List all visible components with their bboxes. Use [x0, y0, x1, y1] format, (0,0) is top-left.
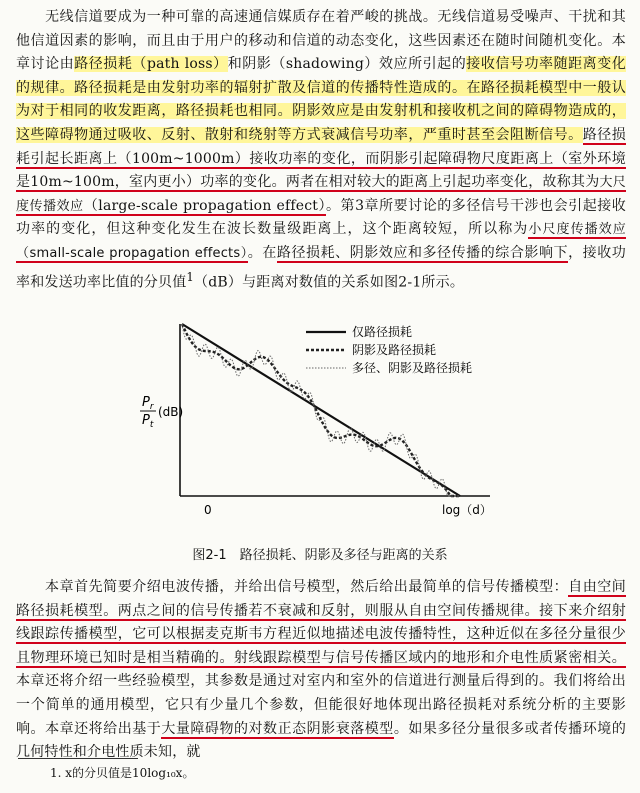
- legend-label-1: 仅路径损耗: [352, 325, 413, 339]
- hl-path-loss: 路径损耗（path loss）: [74, 56, 228, 73]
- hl-shadowing: 接收信号功率随距离变化的规律。路径损耗是由发射功率的辐射扩散及信道的传播特性造成的。在路径损耗模型中一般认为对于相同的收发距离，路径损耗也相同。阴影效应是由发射机和接收机之间的障碍物造成的，这些障碍物通过吸收、反射、散射和绕射等方式衰减信号功率，严重时甚至会阻断信号。: [16, 56, 626, 143]
- ul-lognormal: 大量障碍物的对数正态阴影衰落模型: [161, 720, 394, 737]
- ul-distance-ranges: 路径损耗引起长距离上（100m~1000m）接收功率的变化，而阴影引起障碍物尺度距离上（室外环境是10m~100m，室内更小）功率的变化。: [16, 126, 626, 191]
- footnote-ref: 1: [186, 269, 195, 284]
- ylabel-unit: (dB): [158, 405, 184, 419]
- footnote: 1. x的分贝值是10log₁₀x。: [50, 766, 195, 780]
- ylabel-denominator: $P_t$: [142, 413, 154, 430]
- ul-free-space: 自由空间路径损耗模型。两点之间的信号传播若不衰减和反射，则服从自由空间传播规律。: [16, 579, 626, 619]
- paragraph-intro: 无线信道要成为一种可靠的高速通信媒质存在着严峻的挑战。无线信道易受噪声、干扰和其他信道因素的影响，而且由于用户的移动和信道的动态变化，这些因素还在随时间随机变化。本章讨论由路径损耗（path loss）和阴影（shadowing）效应所引起的接收信号功率随距离变化的规律。路径损耗是由发射功率的辐射扩散及信道的传播特性造成的。在路径损耗模型中一般认为对于相同的收发距离，路径损耗也相同。阴影效应是由发射机和接收机之间的障碍物造成的，这些障碍物通过吸收、反射、散射和绕射等方式衰减信号功率，严重时甚至会阻断信号。路径损耗引起长距离上（100m~1000m）接收功率的变化，而阴影引起障碍物尺度距离上（室外环境是10m~100m，室内更小）功率的变化。两者在相对较大的距离上引起功率变化，故称其为大尺度传播效应（large-scale propagation effect）。第3章所要讨论的多径信号干涉也会引起接收功率的变化，但这种变化发生在波长数量级距离上，这个距离较短，所以称为小尺度传播效应（small-scale propagation effects）。在路径损耗、阴影效应和多径传播的综合影响下，接收功率和发送功率比值的分贝值$^1$（dB）与距离对数值的关系如图2-1所示。: [16, 9, 626, 291]
- figure-caption: 图2-1 路径损耗、阴影及多径与距离的关系: [192, 548, 448, 563]
- xlabel: log（d）: [442, 503, 492, 517]
- legend-label-3: 多径、阴影及路径损耗: [352, 361, 473, 375]
- legend-label-2: 阴影及路径损耗: [352, 343, 437, 357]
- origin-label: 0: [204, 503, 212, 517]
- paragraph-outline: 本章首先简要介绍电波传播，并给出信号模型，然后给出最简单的信号传播模型：自由空间路径损耗模型。两点之间的信号传播若不衰减和反射，则服从自由空间传播规律。接下来介绍射线跟踪传播模型，它可以根据麦克斯韦方程近似地描述电波传播特性，这种近似在多径分量很少且物理环境已知时是相当精确的。射线跟踪模型与信号传播区域内的地形和介电性质紧密相关。本章还将介绍一些经验模型，其参数是通过对室内和室外的信道进行测量后得到的。我们将给出一个简单的通用模型，它只有少量几个参数，但能很好地体现出路径损耗对系统分析的主要影响。本章还将给出基于大量障碍物的对数正态阴影衰落模型。如果多径分量很多或者传播环境的几何特性和介电性质未知，就: [16, 579, 627, 761]
- term-large-scale: 大尺度传播效应: [16, 175, 626, 214]
- footnote-rule: [18, 758, 138, 759]
- ylabel-numerator: $P_r$: [142, 395, 154, 412]
- ul-ray-tracing: 接下来介绍射线跟踪传播模型，它可以根据麦克斯韦方程近似地描述电波传播特性，这种近似在多径分量很少且物理环境已知时是相当精确的。射线跟踪模型与信号传播区域内的地形和介电性质紧密相关。: [16, 602, 626, 666]
- ul-combined-effects: 路径损耗、阴影效应和多径传播的综合影响下: [276, 244, 569, 261]
- term-small-scale: 小尺度传播效应（small-scale propagation effects）: [16, 222, 626, 261]
- figure-2-1: [120, 318, 520, 538]
